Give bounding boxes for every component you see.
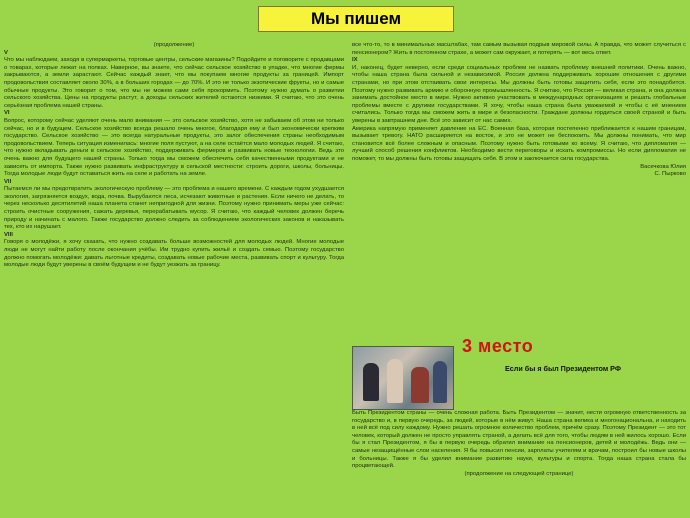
continued-note: (продолжение)	[153, 42, 195, 48]
section-heading-ix: IX	[352, 57, 358, 64]
photo-figure	[363, 363, 379, 401]
section-heading-vii: VII	[4, 178, 12, 185]
continuation-note: (продолжение на следующей странице)	[464, 470, 574, 477]
left-column	[4, 42, 344, 514]
right-column-top	[352, 42, 686, 338]
section-heading-viii: VIII	[4, 231, 13, 238]
paragraph-vi: Вопрос, которому сейчас уделяют очень мало внимания — это сельское хозяйство, хотя не забываем об этом ни только сейчас, но и в будущем. Сельское хозяйство всегда решало очень многое, благодаря ему и был экономически крепким государство. Сельское хозяйство — это всегда натуральные продукты, это залог обеспечения страны необходимым продовольствием. Теперь ситуация изменилась: многие поля пустуют, а на селе остаётся мало молодых людей. Я считаю, что нужно вкладывать деньги в сельское хозяйство, поддерживать фермеров и развивать новые технологии. Ведь это очень важно для будущего нашей страны. Только тогда мы сможем обеспечить себя качественными продуктами и не зависеть от импорта. Также нужно развивать инфраструктуру в сельской местности: строить дороги, школы, больницы. Тогда молодые люди будут оставаться жить на селе и работать на земле.	[4, 117, 344, 178]
author-name: Васечкова Юлия	[640, 163, 686, 170]
group-photo	[352, 346, 454, 410]
paragraph-continued: все что-то, то в минимальных масштабах, там самым вызывая подрыв мировой силы. А правда, что может случиться с пенсионером? Жить в постоянном страхе, а может сам окружает, и потерять — вот весь ответ.	[352, 42, 686, 56]
essay-title: Если бы я был Президентом РФ	[505, 364, 621, 373]
paragraph-v: Что мы наблюдаем, заходя в супермаркеты, торговые центры, сельские магазины? Подойдите и поговорите с продавцами о товарах, которые лежат на полках. Наверное, вы знаете, что сейчас сельское хозяйство в упадке, что многие фермы закрываются, а земли зарастают. Сейчас каждый знает, что мы покупаем многие продукты за границей. Импорт продовольствия составляет около 30%, а в больших городах — до 70%. И это не только экзотические фрукты, но и самые обычные продукты. Это говорит о том, что мы не можем сами себя прокормить. Поэтому нужно думать о развитии сельского хозяйства. Цены на продукты растут, а доходы сельских жителей остаются низкими. Я считаю, что это очень серьёзная проблема нашей страны.	[4, 57, 344, 109]
paragraph-viii: Говоря о молодёжи, я хочу сказать, что нужно создавать больше возможностей для молодых людей. Многие молодые люди не могут найти работу после окончания учёбы. Им трудно купить жильё и создать семью. Поэтому государство должно помогать молодёжи: давать льготные кредиты, создавать новые рабочие места, развивать спорт и культуру. Тогда молодые люди будут уверены в своём будущем и не будут уезжать за границу.	[4, 239, 344, 269]
paragraph-vii: Пытаемся ли мы предотвратить экологическую проблему — это проблема и нашего времени. С каждым годом ухудшается экология, загрязняется воздух, вода, почва. Вырубаются леса, исчезают животные и растения. Если ничего не делать, то через несколько десятилетий наша планета станет непригодной для жизни. Поэтому нужно принимать меры уже сейчас: строить очистные сооружения, сажать деревья, перерабатывать мусор. Я считаю, что каждый человек должен беречь природу и начинать с малого. Также государство должно следить за соблюдением экологических законов и наказывать тех, кто их нарушает.	[4, 186, 344, 231]
paragraph-ix: И, наконец, будет неверно, если среди социальных проблем не назвать проблему внешней политики. Очень важно, чтобы наша страна была сильной и независимой. Россия должна поддерживать хорошие отношения с другими странами, но при этом отстаивать свои интересы. Мы должны быть готовы защитить себя, если это понадобится. Поэтому нужно развивать армию и оборонную промышленность. Я считаю, что Россия — великая страна, и она должна занимать достойное место в мире. Нужно активно участвовать в международных организациях и решать глобальные проблемы вместе с другими государствами. Я хочу, чтобы наша страна была уважаемой и чтобы с её мнением считались. Только тогда мы сможем жить в мире и безопасности. Граждане должны гордиться своей страной и быть уверены в завтрашнем дне. Всё это зависит от нас самих.	[352, 64, 686, 124]
photo-figure	[411, 367, 429, 403]
section-heading-vi: VI	[4, 110, 10, 117]
paragraph-x: Америка напрямую применяет давление на ЕС. Военная база, которая постепенно приближается к нашим границам, вызывает тревогу. НАТО расширяется на восток, и это не может не беспокоить. Мы должны понимать, что мир становится всё более сложным и опасным. Поэтому нужно быть готовыми ко всему. Я считаю, что дипломатия — лучший способ решения конфликтов. Необходимо вести переговоры и искать компромиссы. Но если дипломатия не поможет, то мы должны быть готовы защищать себя. В этом и заключается сила государства.	[352, 125, 686, 162]
author-location: С. Пырково	[654, 171, 686, 178]
page-title: Мы пишем	[258, 6, 454, 32]
essay-body	[352, 410, 686, 514]
photo-figure	[387, 359, 403, 403]
place-label: 3 место	[462, 336, 534, 356]
section-heading-v: V	[4, 49, 8, 56]
photo-figure	[433, 361, 447, 403]
essay-paragraph: Быть Президентом страны — очень сложная работа. Быть Президентом — значит, нести огромную ответственность за государство и, в первую очередь, за людей, которые в нём живут. Наша страна велика и многонациональна, и находить в ней всё под силу каждому. Нужно решать огромное количество проблем, причём сразу. Поэтому Президент — это тот человек, который должен не просто управлять страной, а делать всё для того, чтобы людям в ней жилось хорошо. Если бы я стал Президентом, я бы в первую очередь обратил внимание на пенсионеров, детей и молодёжь. Ведь они — самые незащищённые слои населения. Я бы повысил пенсии, зарплаты учителям и врачам, построил бы новые школы и больницы. Также я бы уделил внимание развитию науки, культуры и спорта. Тогда наша страна стала бы процветающей.	[352, 410, 686, 470]
